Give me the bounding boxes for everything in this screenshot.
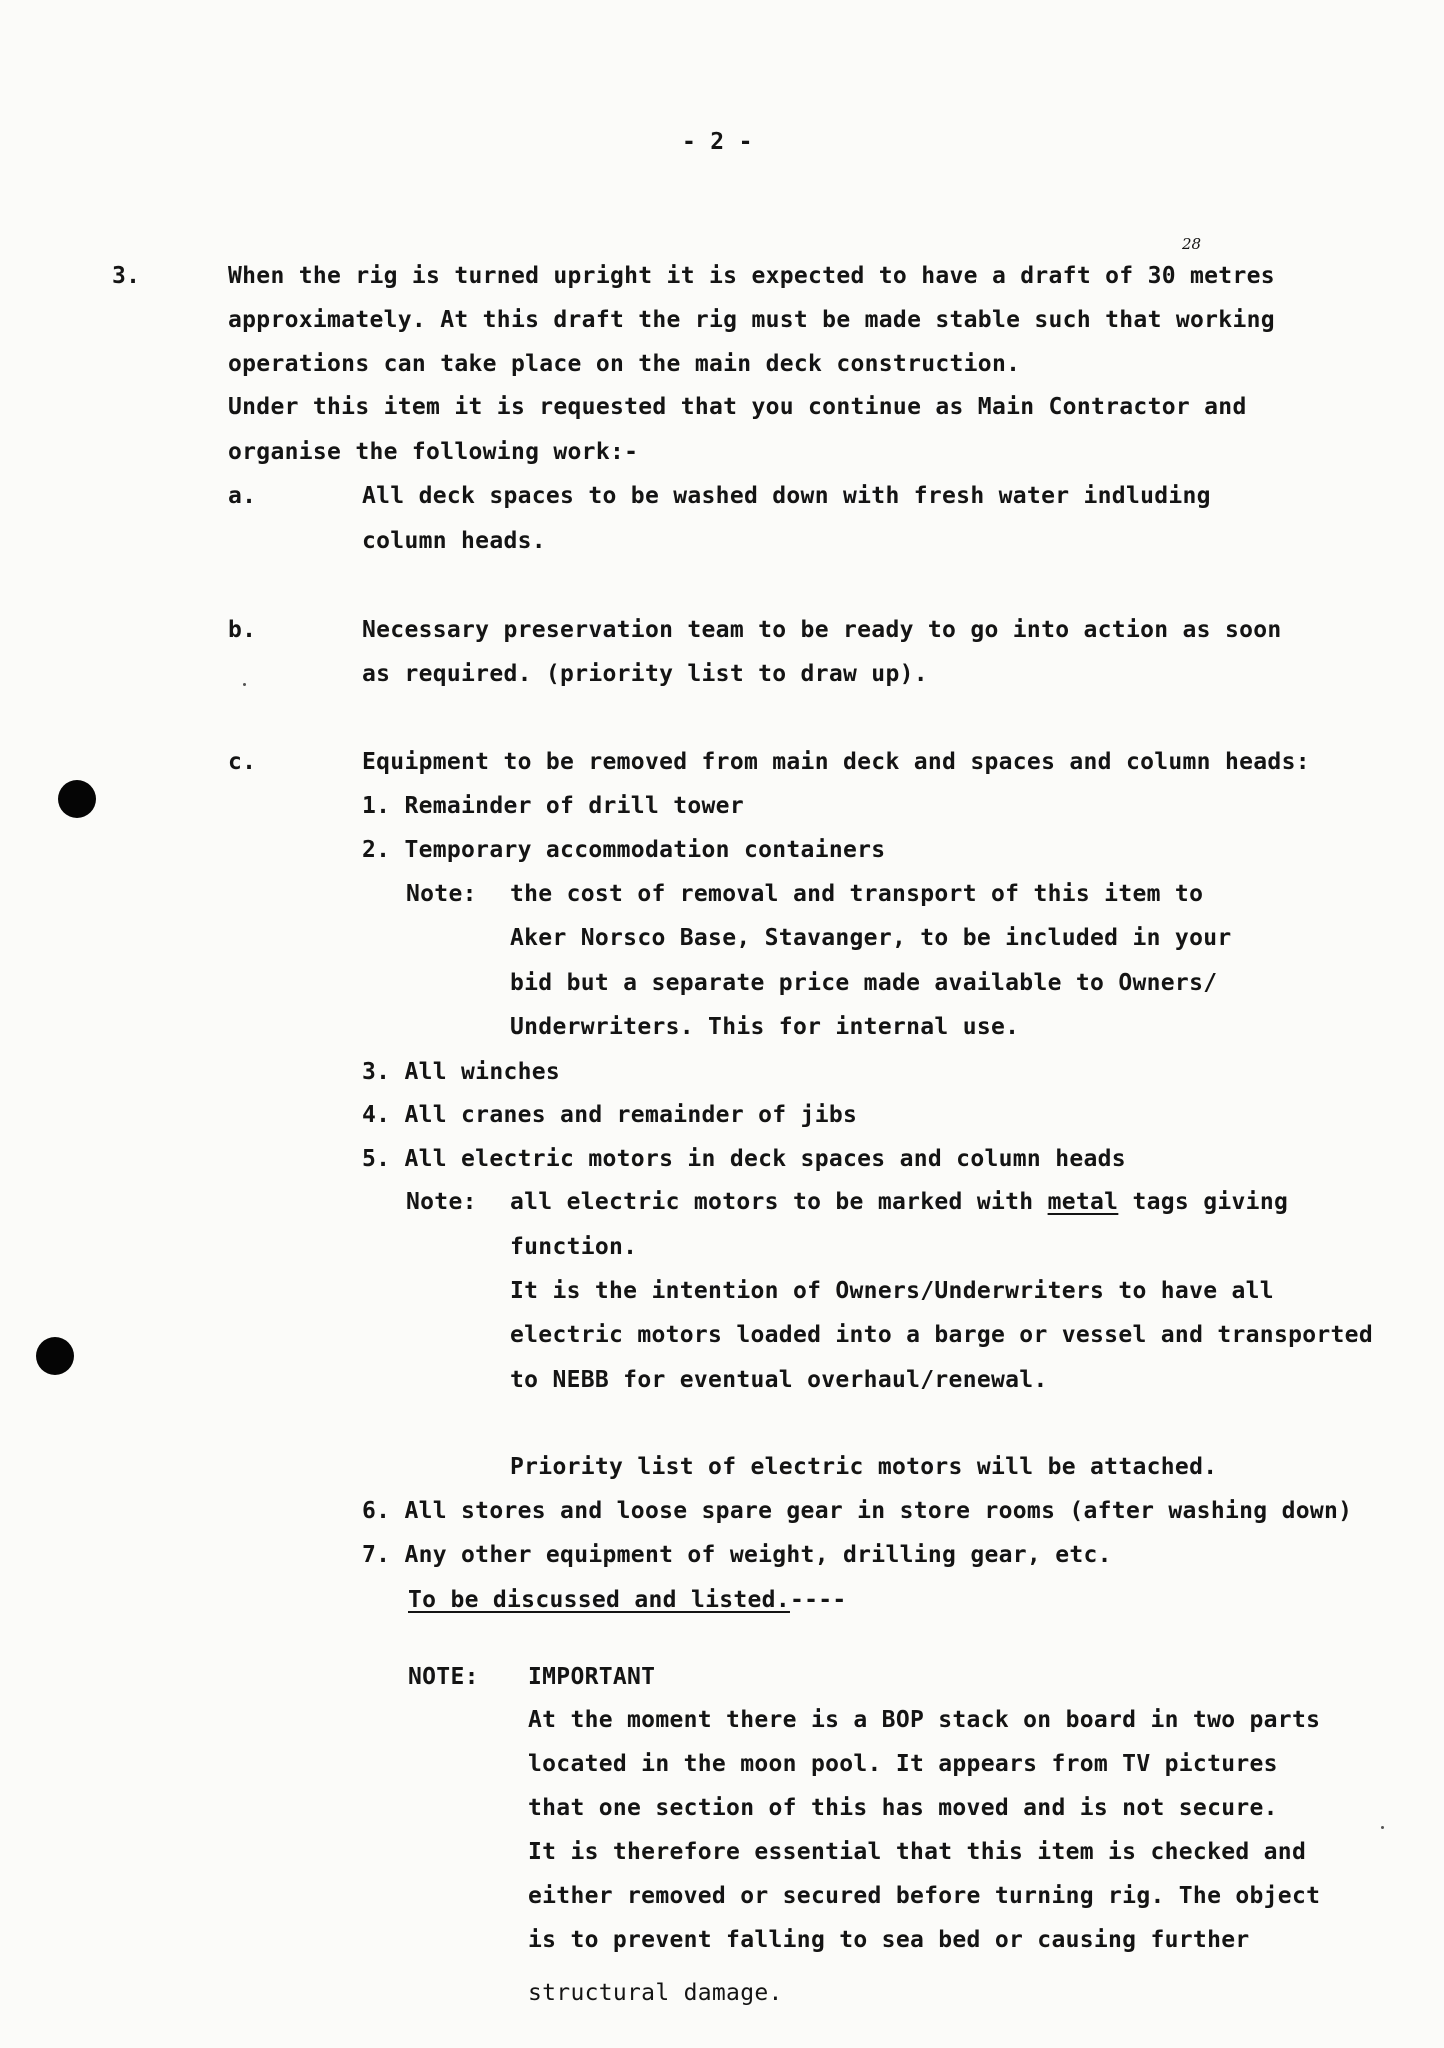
- note-line: function.: [510, 1234, 638, 1260]
- note-line: It is the intention of Owners/Underwriters to have all: [510, 1278, 1274, 1304]
- note-line: Aker Norsco Base, Stavanger, to be included in your: [510, 925, 1232, 951]
- section-number: 3.: [112, 263, 141, 289]
- equipment-item: 5. All electric motors in deck spaces and column heads: [362, 1146, 1126, 1172]
- intro-line: When the rig is turned upright it is expected to have a draft of 30 metres: [228, 263, 1275, 289]
- metal-underlined: metal: [1047, 1189, 1119, 1215]
- handwritten-correction: 28: [1182, 235, 1202, 253]
- equipment-item: 2. Temporary accommodation containers: [362, 837, 886, 863]
- note-line: Underwriters. This for internal use.: [510, 1014, 1020, 1040]
- item-c-heading: Equipment to be removed from main deck and spaces and column heads:: [362, 749, 1310, 775]
- note-line: the cost of removal and transport of this item to: [510, 881, 1204, 907]
- priority-line: Priority list of electric motors will be attached.: [510, 1454, 1218, 1480]
- note-line: to NEBB for eventual overhaul/renewal.: [510, 1367, 1048, 1393]
- important-line: that one section of this has moved and is not secure.: [528, 1795, 1278, 1821]
- important-line: It is therefore essential that this item is checked and: [528, 1839, 1307, 1865]
- paper-speck: [243, 683, 246, 686]
- item-a-line: All deck spaces to be washed down with fresh water indluding: [362, 483, 1211, 509]
- paper-speck: [1381, 1826, 1384, 1829]
- intro-line: operations can take place on the main deck construction.: [228, 351, 1021, 377]
- equipment-item: 4. All cranes and remainder of jibs: [362, 1102, 858, 1128]
- item-b-line: as required. (priority list to draw up).: [362, 661, 928, 687]
- equipment-item: 1. Remainder of drill tower: [362, 793, 744, 819]
- equipment-item: 6. All stores and loose spare gear in store rooms (after washing down): [362, 1498, 1353, 1524]
- important-line: At the moment there is a BOP stack on board in two parts: [528, 1707, 1321, 1733]
- closing-line: [408, 1586, 847, 1614]
- note-label: Note:: [406, 881, 477, 907]
- closing-dash: ----: [789, 1587, 847, 1613]
- note-text: tags giving: [1118, 1189, 1289, 1215]
- item-a-line: column heads.: [362, 528, 546, 554]
- note-label: Note:: [406, 1189, 477, 1215]
- page-number: - 2 -: [682, 129, 753, 155]
- item-b-label: b.: [228, 617, 257, 643]
- important-heading: IMPORTANT: [528, 1664, 656, 1690]
- closing-underlined: To be discussed and listed.: [408, 1587, 790, 1613]
- hole-punch-top: [58, 780, 96, 818]
- note-text: all electric motors to be marked with: [510, 1189, 1048, 1215]
- note-line: bid but a separate price made available to Owners/: [510, 970, 1218, 996]
- item-c-label: c.: [228, 749, 257, 775]
- important-last-line: structural damage.: [528, 1980, 783, 2006]
- important-line: is to prevent falling to sea bed or causing further: [528, 1927, 1250, 1953]
- note-line: electric motors loaded into a barge or vessel and transported: [510, 1322, 1373, 1348]
- equipment-item: 3. All winches: [362, 1059, 561, 1085]
- item-b-line: Necessary preservation team to be ready to go into action as soon: [362, 617, 1282, 643]
- hole-punch-bottom: [36, 1337, 74, 1375]
- important-line: located in the moon pool. It appears from TV pictures: [528, 1751, 1278, 1777]
- note-line: [510, 1188, 1288, 1216]
- important-note-label: NOTE:: [408, 1664, 479, 1690]
- intro-line: organise the following work:-: [228, 439, 639, 465]
- intro-line: approximately. At this draft the rig must be made stable such that working: [228, 307, 1275, 333]
- important-line: either removed or secured before turning rig. The object: [528, 1883, 1321, 1909]
- intro-line: Under this item it is requested that you continue as Main Contractor and: [228, 394, 1247, 420]
- item-a-label: a.: [228, 483, 257, 509]
- equipment-item: 7. Any other equipment of weight, drilling gear, etc.: [362, 1542, 1112, 1568]
